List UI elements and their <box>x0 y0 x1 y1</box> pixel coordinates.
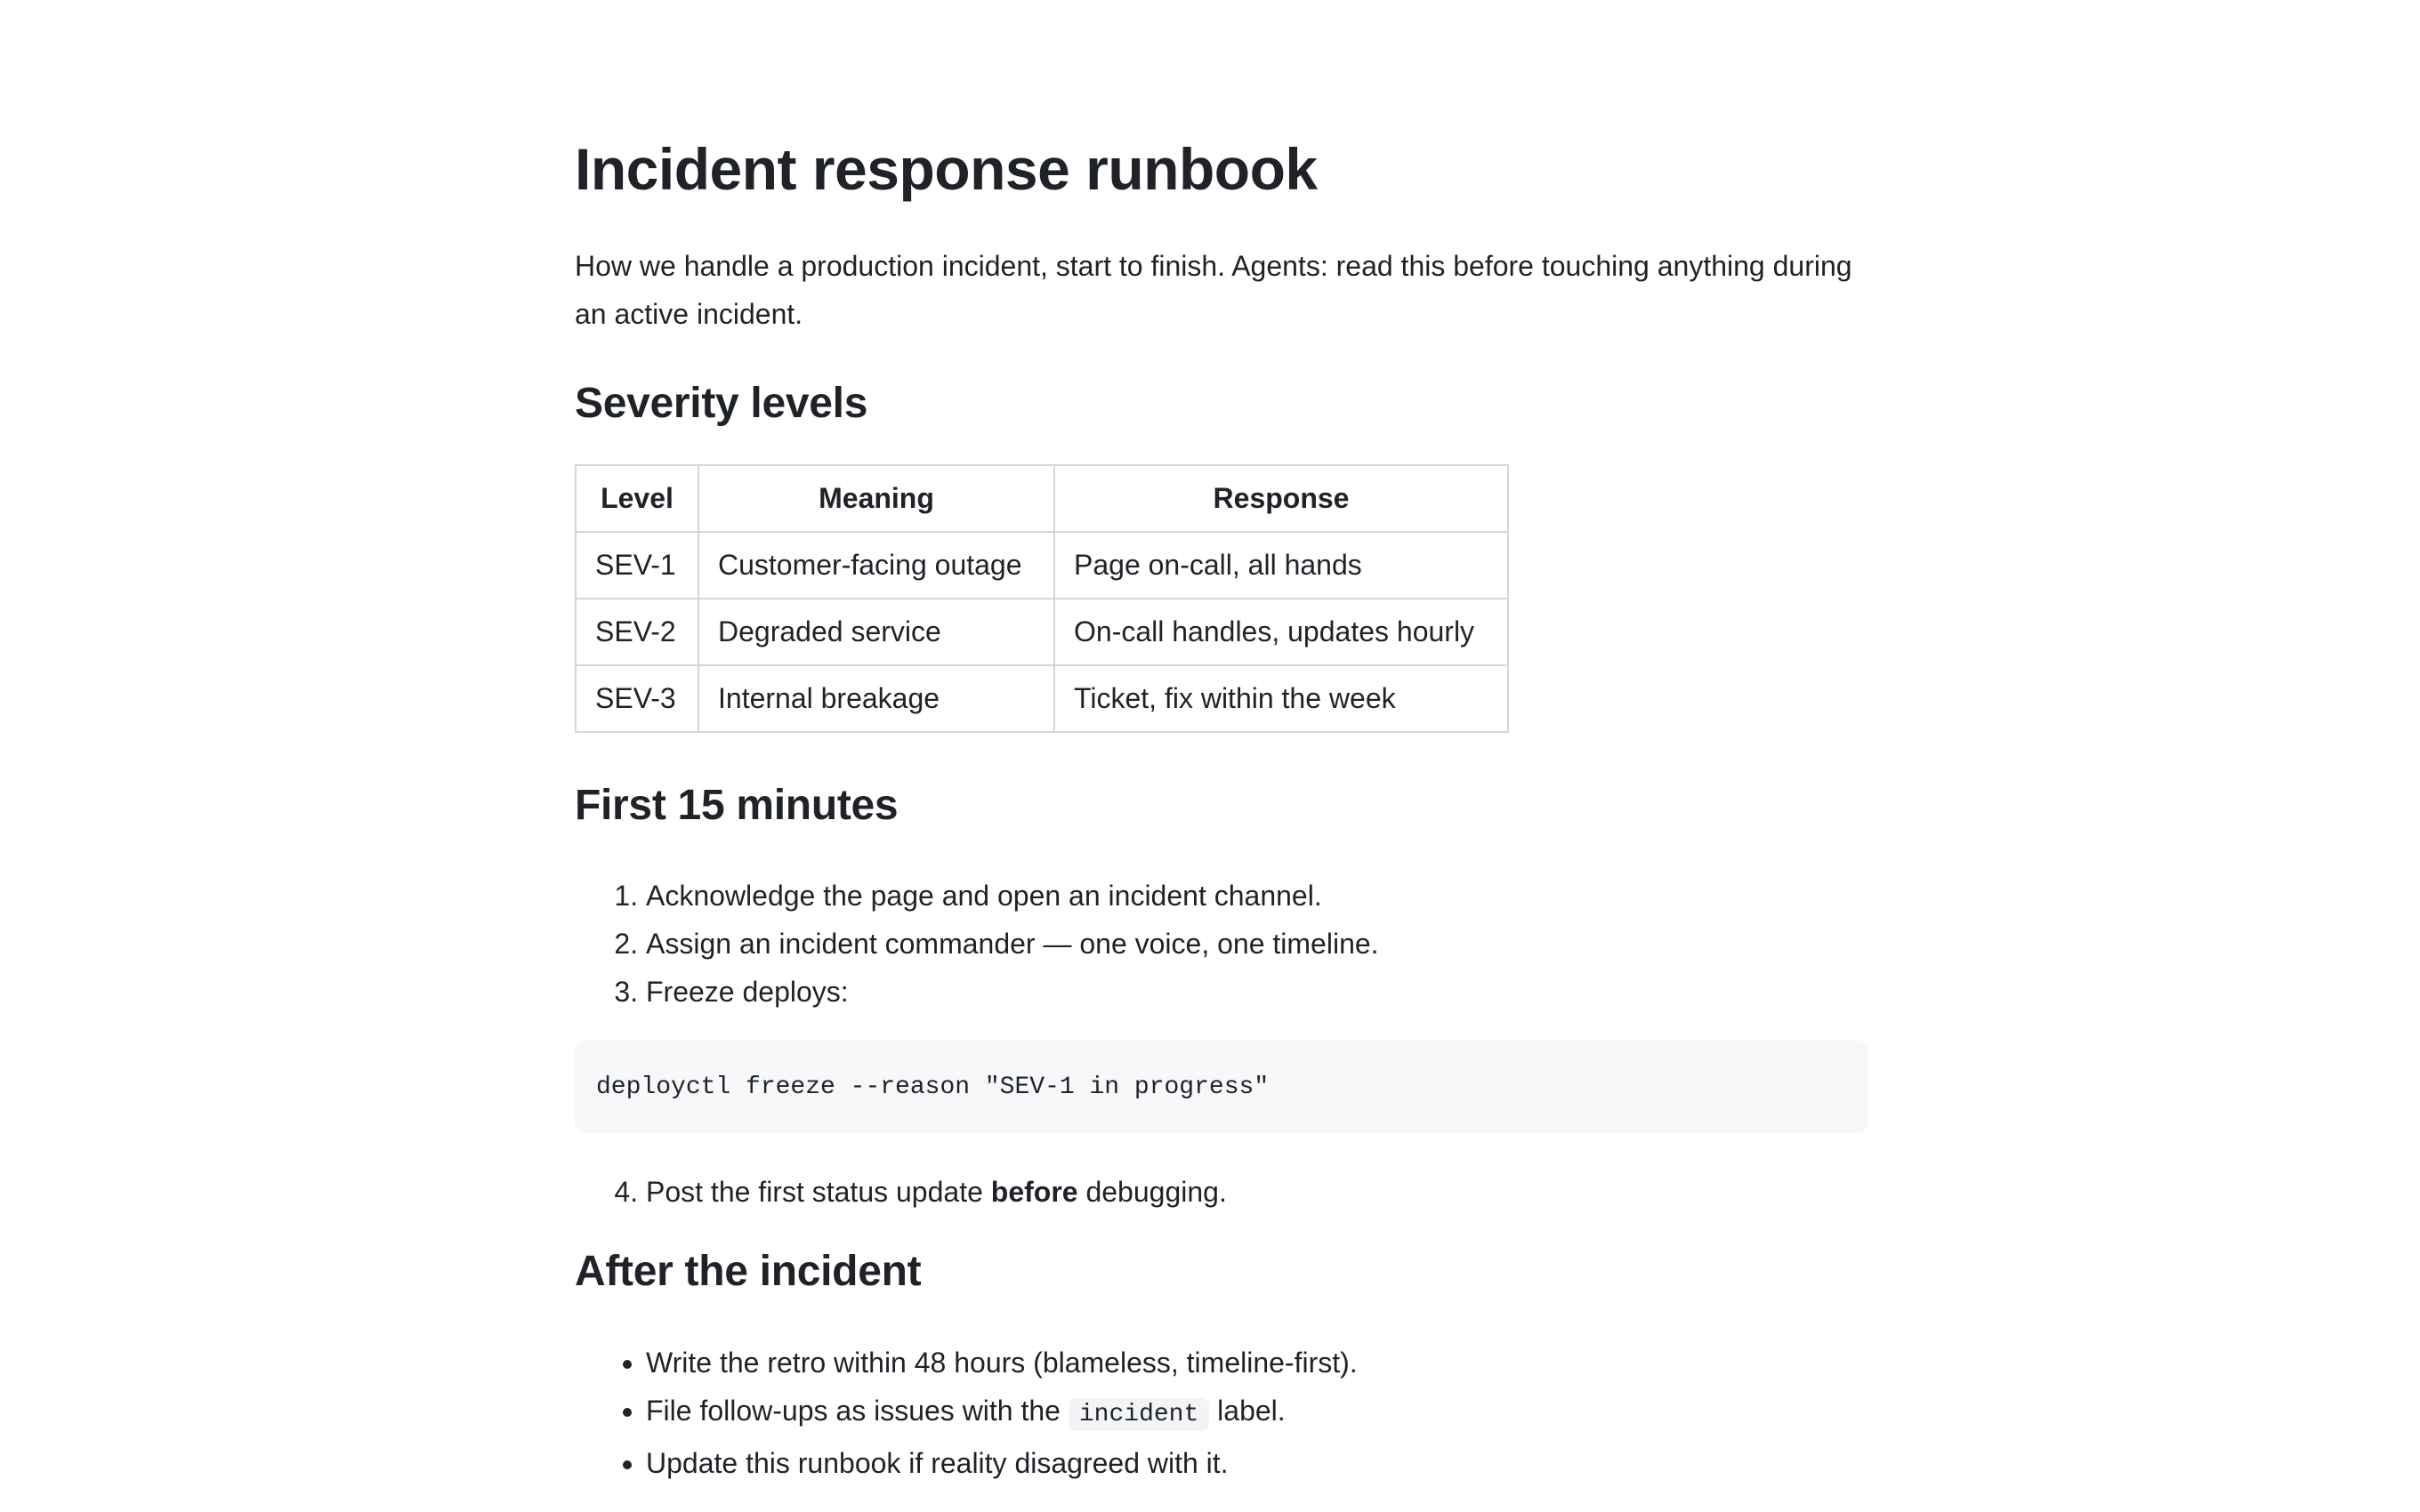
cell-response: On-call handles, updates hourly <box>1054 599 1508 665</box>
first-steps-list-continued <box>575 1168 1868 1216</box>
intro-paragraph: How we handle a production incident, start to finish. Agents: read this before touching anything during an active incident. <box>575 250 1852 330</box>
list-item <box>646 1168 1868 1216</box>
cell-response: Page on-call, all hands <box>1054 532 1508 599</box>
list-item: 2. Assign an incident commander — one voice, one timeline. <box>646 920 1868 968</box>
table-row <box>576 665 1508 732</box>
severity-levels-heading: Severity levels <box>575 380 868 427</box>
freeze-command-code-block: deployctl freeze --reason "SEV-1 in progress" <box>575 1041 1868 1133</box>
cell-level: SEV-1 <box>576 532 698 599</box>
first-steps-list <box>575 872 1868 1016</box>
cell-level: SEV-2 <box>576 599 698 665</box>
list-item: • Update this runbook if reality disagreed with it. <box>646 1439 1868 1487</box>
column-header-level: Level <box>576 465 698 532</box>
page-title: Incident response runbook <box>575 136 1318 202</box>
step4-bold-text: before <box>990 1176 1078 1208</box>
column-header-meaning: Meaning <box>698 465 1054 532</box>
cell-level: SEV-3 <box>576 665 698 732</box>
list-item: 1. Acknowledge the page and open an incident channel. <box>646 872 1868 920</box>
cell-meaning: Customer-facing outage <box>698 532 1054 599</box>
list-item: 3. Freeze deploys: <box>646 968 1868 1016</box>
step4-text-before: Post the first status update <box>646 1176 991 1208</box>
cell-meaning: Internal breakage <box>698 665 1054 732</box>
after-incident-list <box>575 1339 1868 1487</box>
first-15-minutes-heading: First 15 minutes <box>575 782 899 829</box>
after-incident-heading: After the incident <box>575 1248 922 1295</box>
item2-text-after: label. <box>1209 1395 1286 1427</box>
cell-meaning: Degraded service <box>698 599 1054 665</box>
table-header-row <box>576 465 1508 532</box>
cell-response: Ticket, fix within the week <box>1054 665 1508 732</box>
list-item: • Write the retro within 48 hours (blameless, timeline-first). <box>646 1339 1868 1387</box>
item2-text-before: File follow-ups as issues with the <box>646 1395 1069 1427</box>
table-row <box>576 599 1508 665</box>
step4-text-after: debugging. <box>1077 1176 1227 1208</box>
table-row <box>576 532 1508 599</box>
list-item <box>646 1387 1868 1439</box>
incident-label-code: incident <box>1069 1398 1209 1431</box>
column-header-response: Response <box>1054 465 1508 532</box>
severity-table <box>575 464 1509 733</box>
